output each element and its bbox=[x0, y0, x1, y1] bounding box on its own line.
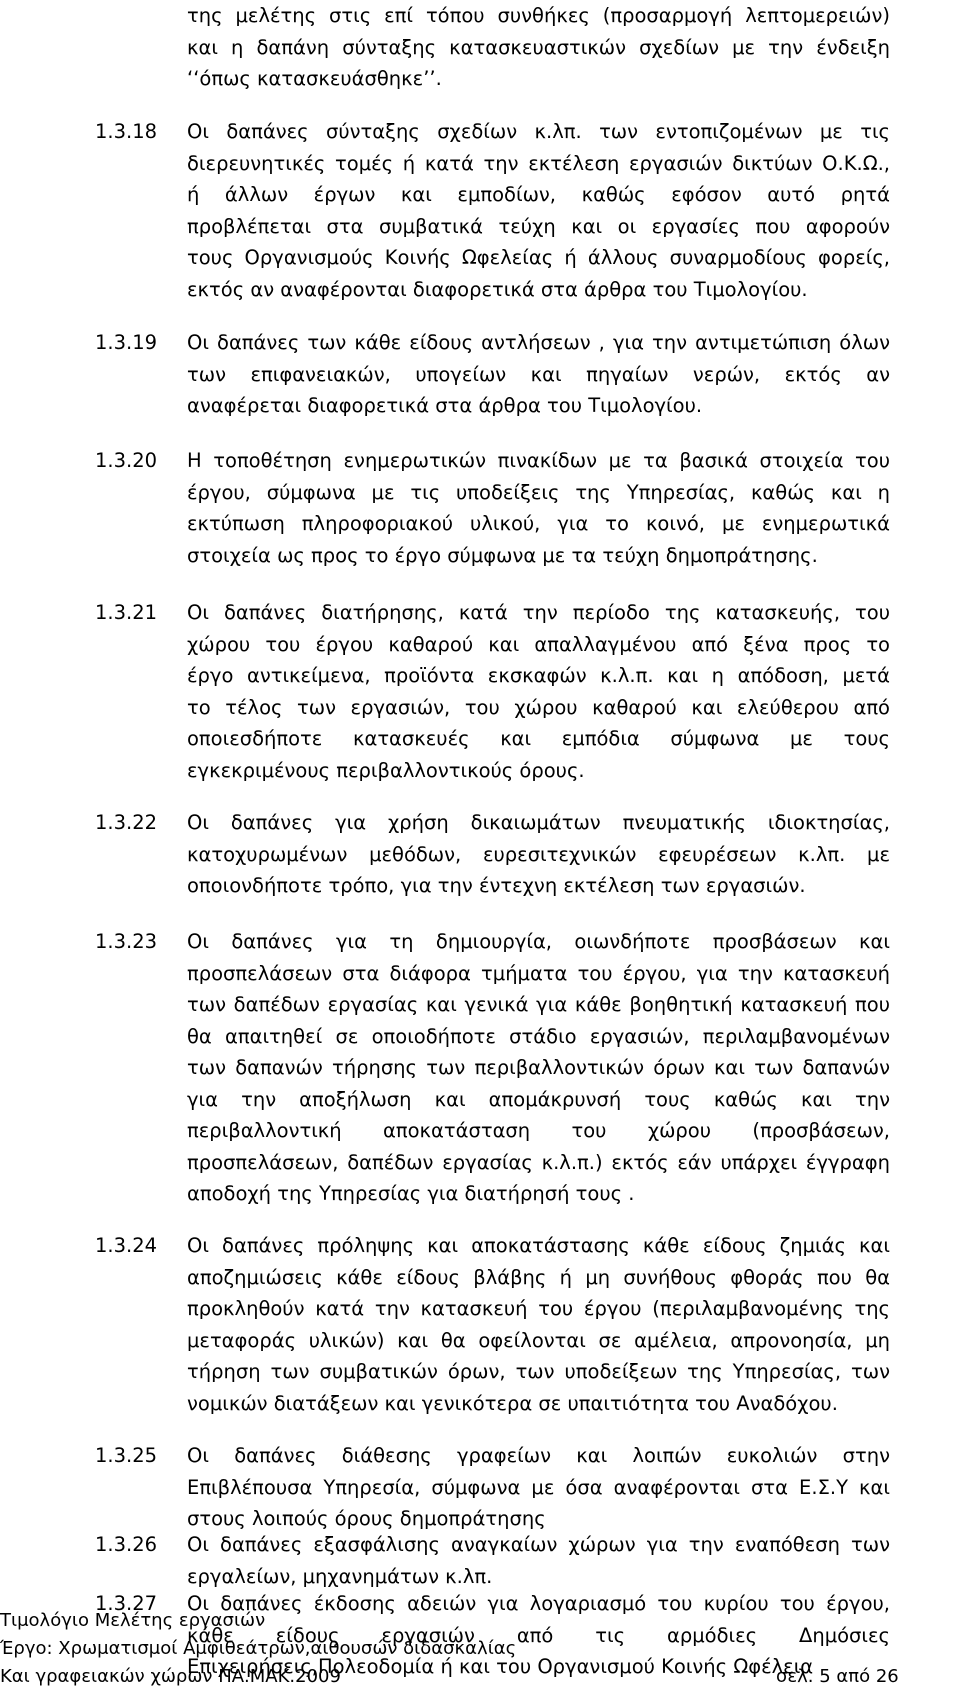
paragraph-number: 1.3.21 bbox=[95, 601, 158, 624]
text-line: οποιονδήποτε τρόπο, για την έντεχνη εκτέλεση των εργασιών. bbox=[187, 874, 806, 897]
paragraph-continuation bbox=[95, 0, 890, 95]
text-line: το τέλος των εργασιών, του χώρου καθαρού και ελεύθερου από bbox=[187, 695, 890, 719]
text-line: κατοχυρωμένων μεθόδων, ευρεσιτεχνικών εφευρέσεων κ.λπ. με bbox=[187, 842, 890, 866]
text-line: μεταφοράς υλικών) και θα οφείλονται σε αμέλεια, απρονοησία, μη bbox=[187, 1328, 890, 1352]
text-line: χώρου του έργου καθαρού και απαλλαγμένου από ξένα προς το bbox=[187, 632, 890, 656]
text-line: εκτύπωση πληροφοριακού υλικού, για το κοινό, με ενημερωτικά bbox=[187, 512, 890, 535]
text-line: εργαλείων, μηχανημάτων κ.λπ. bbox=[187, 1564, 493, 1588]
text-line: προβλέπεται στα συμβατικά τεύχη και οι εργασίες που αφορούν bbox=[187, 214, 890, 238]
paragraph-1-3-21 bbox=[95, 597, 890, 786]
text-line: διερευνητικές τομές ή κατά την εκτέλεση εργασιών δικτύων Ο.Κ.Ω., bbox=[187, 151, 890, 175]
text-line: Οι δαπάνες διατήρησης, κατά την περίοδο της κατασκευής, του bbox=[187, 601, 890, 624]
text-line: Οι δαπάνες σύνταξης σχεδίων κ.λπ. των εντοπιζομένων με τις bbox=[187, 120, 890, 143]
footer-location: Και γραφειακών χώρων ΠΑ.ΜΑΚ.2009 bbox=[0, 1666, 341, 1687]
text-line: έργο αντικείμενα, προϊόντα εκσκαφών κ.λ.π. και η απόδοση, μετά bbox=[187, 664, 890, 687]
text-line: Οι δαπάνες για τη δημιουργία, οιωνδήποτε προσβάσεων και bbox=[187, 930, 890, 953]
text-line: της μελέτης στις επί τόπου συνθήκες (προσαρμογή λεπτομερειών) bbox=[187, 4, 890, 27]
text-line: των δαπέδων εργασίας και γενικά για κάθε βοηθητική κατασκευή που bbox=[187, 993, 890, 1016]
text-line: προκληθούν κατά την κατασκευή του έργου (περιλαμβανομένης της bbox=[187, 1297, 890, 1320]
text-line: εγκεκριμένους περιβαλλοντικούς όρους. bbox=[187, 758, 585, 782]
text-line: αποζημιώσεις κάθε είδους βλάβης ή μη συνήθους φθοράς που θα bbox=[187, 1265, 890, 1289]
text-line: στοιχεία ως προς το έργο σύμφωνα με τα τεύχη δημοπράτησης. bbox=[187, 543, 818, 567]
text-line: εκτός αν αναφέρονται διαφορετικά στα άρθρα του Τιμολογίου. bbox=[187, 277, 808, 301]
text-line: προσπελάσεων στα διάφορα τμήματα του έργου, για την κατασκευή bbox=[187, 961, 890, 985]
paragraph-number: 1.3.18 bbox=[95, 120, 158, 143]
paragraph-1-3-19 bbox=[95, 327, 890, 422]
text-line: Οι δαπάνες πρόληψης και αποκατάστασης κάθε είδους ζημιάς και bbox=[187, 1234, 890, 1257]
paragraph-number: 1.3.27 bbox=[95, 1592, 158, 1615]
text-line: Επιχειρήσεις,Πολεοδομία ή και του Οργανισμού Κοινής Ωφέλεια bbox=[187, 1655, 814, 1678]
paragraph-1-3-24 bbox=[95, 1230, 890, 1419]
text-line: των επιφανειακών, υπογείων και πηγαίων νερών, εκτός αν bbox=[187, 362, 890, 386]
paragraph-1-3-18 bbox=[95, 116, 890, 305]
footer-title: Τιμολόγιο Μελέτης εργασιών bbox=[0, 1610, 266, 1631]
text-line: Οι δαπάνες έκδοσης αδειών για λογαριασμό του κυρίου του έργου, bbox=[187, 1592, 890, 1615]
text-line: τους Οργανισμούς Κοινής Ωφελείας ή άλλους συναρμοδίους φορείς, bbox=[187, 246, 890, 269]
text-line: αναφέρεται διαφορετικά στα άρθρα του Τιμολογίου. bbox=[187, 394, 703, 417]
paragraph-1-3-25 bbox=[95, 1440, 890, 1535]
paragraph-1-3-20 bbox=[95, 445, 890, 571]
footer-project: Έργο: Χρωματισμοί Αμφιθεάτρων,αιθουσών διδασκαλίας bbox=[0, 1638, 517, 1659]
text-line: έργου, σύμφωνα με τις υποδείξεις της Υπηρεσίας, καθώς και η bbox=[187, 480, 890, 504]
text-line: των δαπανών τήρησης των περιβαλλοντικών όρων και των δαπανών bbox=[187, 1056, 890, 1079]
text-line: αποδοχή της Υπηρεσίας για διατήρησή τους . bbox=[187, 1182, 635, 1205]
paragraph-number: 1.3.19 bbox=[95, 331, 158, 354]
text-line: Οι δαπάνες εξασφάλισης αναγκαίων χώρων για την εναπόθεση των bbox=[187, 1533, 890, 1556]
text-line: ‘‘όπως κατασκευάσθηκε’’. bbox=[187, 67, 442, 90]
text-line: τήρηση των συμβατικών όρων, των υποδείξεων της Υπηρεσίας, των bbox=[187, 1360, 890, 1383]
paragraph-number: 1.3.24 bbox=[95, 1234, 158, 1257]
page-number: σελ. 5 από 26 bbox=[776, 1666, 899, 1687]
text-line: για την αποξήλωση και απομάκρυνσή τους καθώς και την bbox=[187, 1087, 890, 1111]
text-line: νομικών διατάξεων και γενικότερα σε υπαιτιότητα του Αναδόχου. bbox=[187, 1391, 838, 1415]
paragraph-number: 1.3.23 bbox=[95, 930, 158, 953]
text-line: προσπελάσεων, δαπέδων εργασίας κ.λ.π.) εκτός εάν υπάρχει έγγραφη bbox=[187, 1150, 890, 1174]
paragraph-1-3-22 bbox=[95, 807, 890, 902]
text-line: Οι δαπάνες διάθεσης γραφείων και λοιπών ευκολιών στην bbox=[187, 1444, 890, 1467]
text-line: στους λοιπούς όρους δημοπράτησης bbox=[187, 1507, 546, 1530]
paragraph-number: 1.3.26 bbox=[95, 1533, 158, 1556]
text-line: Οι δαπάνες για χρήση δικαιωμάτων πνευματικής ιδιοκτησίας, bbox=[187, 811, 890, 834]
paragraph-1-3-26 bbox=[95, 1529, 890, 1592]
text-line: κάθε είδους εργασιών από τις αρμόδιες Δημόσιες bbox=[187, 1623, 890, 1647]
paragraph-1-3-23 bbox=[95, 926, 890, 1210]
text-line: Οι δαπάνες των κάθε είδους αντλήσεων , για την αντιμετώπιση όλων bbox=[187, 331, 890, 354]
text-line: ή άλλων έργων και εμποδίων, καθώς εφόσον αυτό ρητά bbox=[187, 183, 890, 206]
text-line: Η τοποθέτηση ενημερωτικών πινακίδων με τα βασικά στοιχεία του bbox=[187, 449, 890, 472]
text-line: και η δαπάνη σύνταξης κατασκευαστικών σχεδίων με την ένδειξη bbox=[187, 35, 890, 59]
text-line: θα απαιτηθεί σε οποιοδήποτε στάδιο εργασιών, περιλαμβανομένων bbox=[187, 1024, 890, 1048]
paragraph-number: 1.3.25 bbox=[95, 1444, 158, 1467]
text-line: Επιβλέπουσα Υπηρεσία, σύμφωνα με όσα αναφέρονται στα Ε.Σ.Υ και bbox=[187, 1475, 890, 1499]
text-line: οποιεσδήποτε κατασκευές και εμπόδια σύμφωνα με τους bbox=[187, 727, 890, 750]
paragraph-number: 1.3.20 bbox=[95, 449, 158, 472]
text-line: περιβαλλοντική αποκατάσταση του χώρου (προσβάσεων, bbox=[187, 1119, 890, 1142]
paragraph-number: 1.3.22 bbox=[95, 811, 158, 834]
